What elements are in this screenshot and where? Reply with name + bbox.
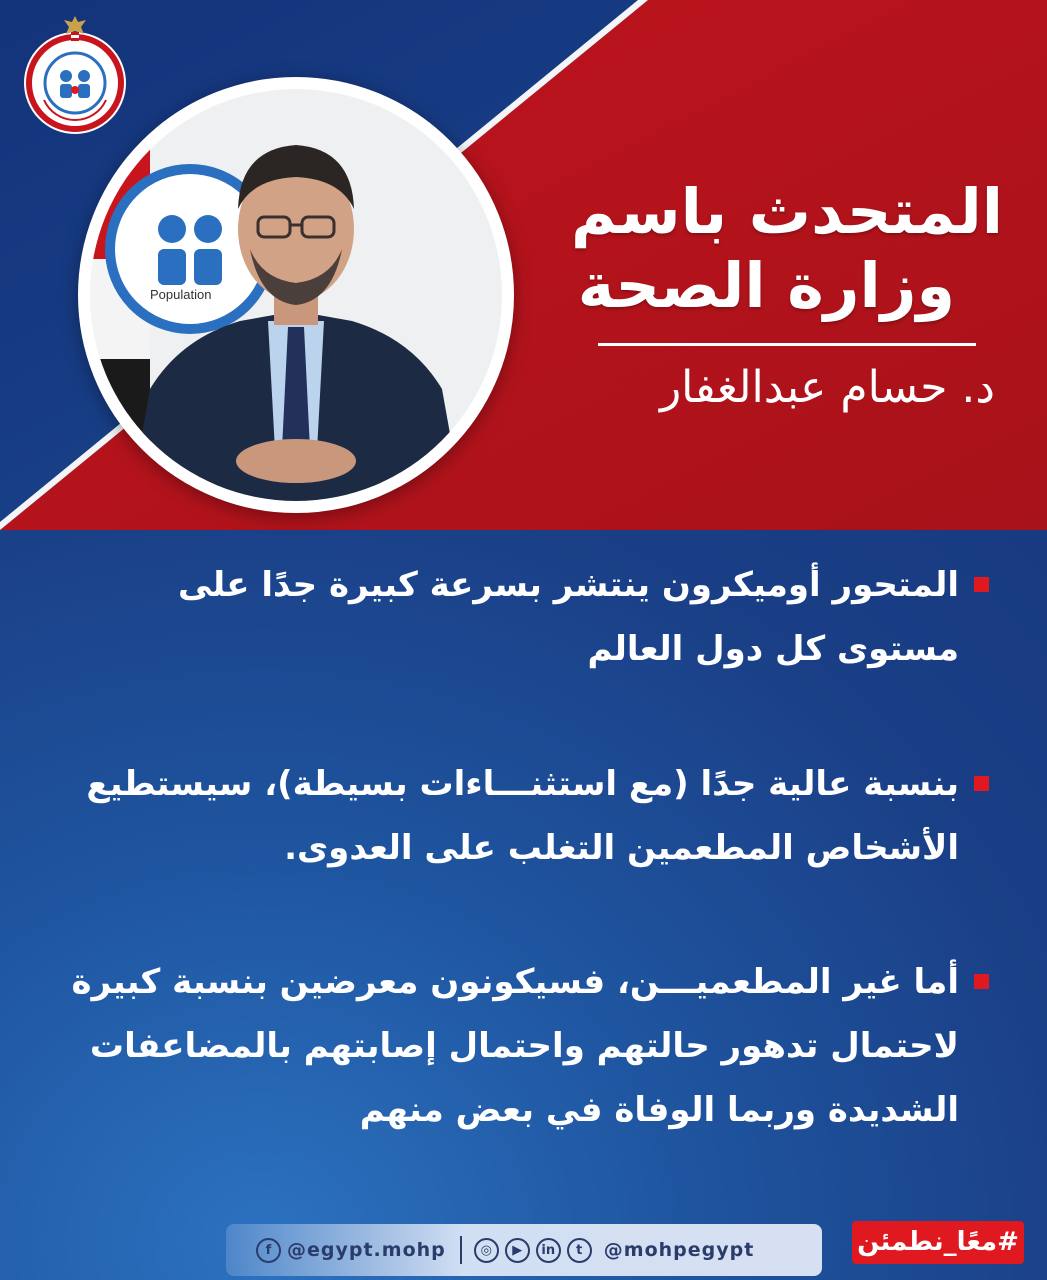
ministry-emblem-icon — [32, 40, 118, 126]
hashtag-badge: #معًا_نطمئن — [852, 1221, 1024, 1264]
social-handle[interactable]: @mohpegypt — [603, 1239, 755, 1261]
twitter-icon[interactable]: t — [567, 1238, 592, 1263]
youtube-icon[interactable]: ▶ — [505, 1238, 530, 1263]
list-item — [69, 950, 989, 1142]
list-item — [69, 752, 989, 880]
eagle-emblem-icon — [62, 14, 88, 44]
social-divider — [460, 1236, 462, 1264]
facebook-icon[interactable]: f — [256, 1238, 281, 1263]
page-title-line1: المتحدث باسم — [571, 175, 1003, 248]
page-title-line2: وزارة الصحة — [577, 249, 955, 322]
bullet-square-icon — [974, 974, 989, 989]
bullet-square-icon — [974, 776, 989, 791]
bullet-text: المتحور أوميكرون ينتشر بسرعة كبيرة جدًا على مستوى كل دول العالم — [178, 565, 959, 669]
list-item — [69, 553, 989, 681]
bullet-text: أما غير المطعميـــن، فسيكونون معرضين بنسبة كبيرة لاحتمال تدهور حالتهم واحتمال إصابتهم بالمضاعفات الشديدة وربما الوفاة في بعض منهم — [71, 962, 959, 1130]
facebook-handle[interactable]: @egypt.mohp — [287, 1239, 446, 1261]
linkedin-icon[interactable]: in — [536, 1238, 561, 1263]
title-divider — [598, 343, 976, 346]
speaker-name: د. حسام عبدالغفار — [659, 362, 995, 413]
instagram-icon[interactable]: ◎ — [474, 1238, 499, 1263]
social-bar — [226, 1224, 822, 1276]
bullet-text: بنسبة عالية جدًا (مع استثنـــاءات بسيطة)، سيستطيع الأشخاص المطعمين التغلب على العدوى. — [86, 764, 959, 868]
ministry-logo — [26, 34, 124, 132]
bullet-square-icon — [974, 577, 989, 592]
banner-text: Population — [150, 287, 212, 302]
